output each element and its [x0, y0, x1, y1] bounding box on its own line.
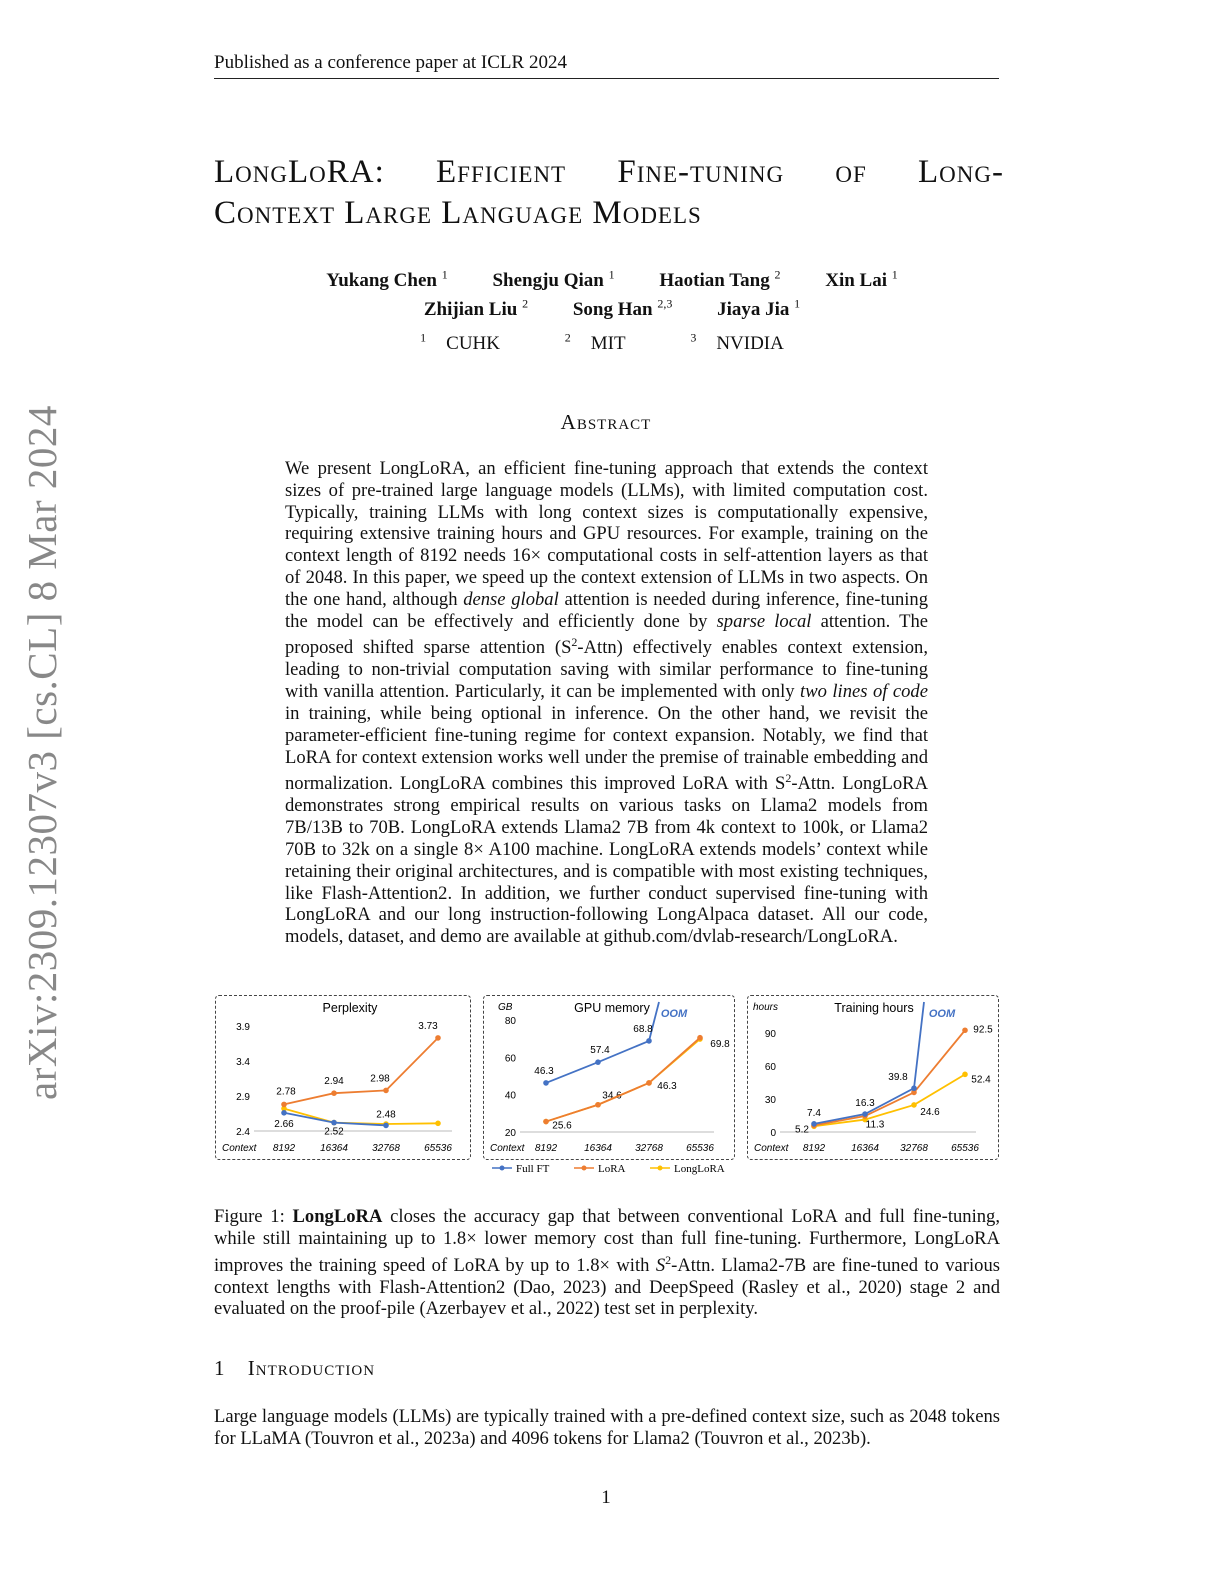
data-point	[862, 1111, 868, 1117]
chart-title: Perplexity	[322, 1001, 378, 1015]
y-tick-label: 3.9	[236, 1022, 250, 1033]
data-label: 7.4	[807, 1107, 821, 1119]
chart-legend	[490, 1160, 740, 1180]
data-point	[962, 1027, 968, 1033]
arxiv-watermark: arXiv:2309.12307v3 [cs.CL] 8 Mar 2024	[19, 405, 65, 1100]
y-tick-label: 20	[504, 1128, 516, 1139]
y-tick-label: 90	[764, 1029, 776, 1040]
author: Jiaya Jia $^1$	[717, 297, 801, 321]
section-heading	[214, 1356, 375, 1381]
data-point	[331, 1090, 337, 1096]
x-tick-label: 16364	[851, 1143, 879, 1154]
data-point	[911, 1102, 917, 1108]
data-label: 24.6	[920, 1106, 940, 1118]
legend-longlora	[650, 1163, 725, 1175]
x-tick-label: 32768	[635, 1143, 663, 1154]
x-tick-label: 65536	[424, 1143, 452, 1154]
data-label: 11.3	[865, 1119, 885, 1131]
y-tick-label: 60	[764, 1062, 776, 1073]
data-label: 2.48	[376, 1109, 396, 1121]
affiliation: $^2$ MIT	[564, 331, 626, 355]
title-line-1: LongLoRA: Efficient Fine-tuning of Long-	[214, 154, 1004, 190]
chart-title: Training hours	[834, 1001, 914, 1015]
data-point	[281, 1102, 287, 1108]
y-unit-label: hours	[753, 1002, 779, 1013]
x-tick-label: 65536	[951, 1143, 979, 1154]
x-tick-label: 32768	[372, 1143, 400, 1154]
y-tick-label: 3.4	[236, 1057, 250, 1068]
oom-label: OOM	[660, 1008, 688, 1020]
data-label: 52.4	[971, 1074, 991, 1086]
data-label: 2.98	[370, 1073, 390, 1085]
figure-caption: Figure 1: LongLoRA closes the accuracy gap that between conventional LoRA and full fine-tuning, while still maintaining up to 1.8× lower memory cost than full fine-tuning. Furthermore, LongLoRA improves the training speed of LoRA by up to 1.8× with $S^2$-Attn. Llama2-7B are fine-tuned to various context lengths with Flash-Attention2 (Dao, 2023) and DeepSpeed (Rasley et al., 2020) stage 2 and evaluated on the proof-pile (Azerbayev et al., 2022) test set in perplexity.	[214, 1206, 1000, 1320]
author: Yukang Chen $^1$	[326, 268, 448, 292]
x-tick-label: 8192	[802, 1143, 826, 1154]
y-tick-label: 40	[504, 1090, 516, 1102]
data-point	[811, 1121, 817, 1127]
training-hours-chart-svg	[748, 996, 998, 1159]
series-line-lora	[284, 1038, 438, 1105]
data-label: 57.4	[590, 1045, 610, 1057]
data-point	[646, 1080, 652, 1086]
y-tick-label: 80	[504, 1016, 516, 1027]
perplexity-chart-svg	[216, 996, 470, 1159]
gpu-memory-chart	[483, 995, 735, 1160]
data-point	[331, 1120, 337, 1126]
y-unit-label: GB	[498, 1002, 513, 1013]
abstract-text: We present LongLoRA, an efficient fine-tuning approach that extends the context sizes of pre-trained large language models (LLMs), with limited computation cost. Typically, training LLMs with long context sizes is computationally expensive, requiring extensive training hours and GPU resources. For example, training on the context length of 8192 needs 16× computational costs in self-attention layers as that of 2048. In this paper, we speed up the context extension of LLMs in two aspects. On the one hand, although dense global attention is needed during inference, fine-tuning the model can be effectively and efficiently done by sparse local attention. The proposed shifted sparse attention $(S^2-Attn)$ effectively enables context extension, leading to non-trivial computation saving with similar performance to fine-tuning with vanilla attention. Particularly, it can be implemented with only two lines of code in training, while being optional in inference. On the other hand, we revisit the parameter-efficient fine-tuning regime for context expansion. Notably, we find that LoRA for context extension works well under the premise of trainable embedding and normalization. LongLoRA combines this improved LoRA with $S^2$-Attn. LongLoRA demonstrates strong empirical results on various tasks on Llama2 models from 7B/13B to 70B. LongLoRA extends Llama2 7B from 4k context to 100k, or Llama2 70B to 32k on a single 8× A100 machine. LongLoRA extends models’ context while retaining their original architectures, and is compatible with most existing techniques, like Flash-Attention2. In addition, we further conduct supervised fine-tuning with LongLoRA and our long instruction-following LongAlpaca dataset. All our code, models, dataset, and demo are available at github.com/dvlab-research/LongLoRA.	[285, 458, 929, 948]
legend-svg	[490, 1160, 740, 1176]
data-point	[543, 1119, 549, 1125]
x-axis-title: Context	[754, 1143, 789, 1154]
data-label: 2.94	[324, 1076, 344, 1088]
data-label: 16.3	[855, 1098, 875, 1110]
author: Song Han $^{2,3}$	[572, 297, 673, 321]
x-tick-label: 32768	[900, 1143, 928, 1154]
data-label: 2.66	[274, 1118, 294, 1130]
data-point	[595, 1059, 601, 1065]
data-point	[383, 1123, 389, 1129]
x-tick-label: 16364	[584, 1143, 612, 1154]
section-number: 1	[214, 1356, 226, 1380]
data-point	[595, 1102, 601, 1108]
section-title: Introduction	[247, 1356, 376, 1380]
authors-row-1	[0, 268, 1224, 292]
abstract-heading: Abstract	[560, 410, 652, 434]
affiliation: $^1$ CUHK	[420, 331, 500, 355]
svg-text:Full FT: Full FT	[516, 1163, 550, 1175]
data-point	[911, 1085, 917, 1091]
data-point	[543, 1080, 549, 1086]
x-tick-label: 8192	[534, 1143, 558, 1154]
paper-title	[214, 152, 1004, 234]
running-header: Published as a conference paper at ICLR 2024	[214, 52, 999, 79]
x-axis-title: Context	[222, 1143, 257, 1154]
y-tick-label: 60	[504, 1053, 516, 1065]
series-line-longlora	[284, 1109, 438, 1124]
intro-paragraph: Large language models (LLMs) are typically trained with a pre-defined context size, such as 2048 tokens for LLaMA (Touvron et al., 2023a) and 4096 tokens for Llama2 (Touvron et al., 2023b).	[214, 1406, 1000, 1449]
y-tick-label: 30	[764, 1095, 776, 1106]
training-hours-chart	[747, 995, 999, 1160]
author: Shengju Qian $^1$	[492, 268, 615, 292]
data-label: 2.52	[324, 1126, 344, 1138]
data-label: 39.8	[888, 1072, 908, 1084]
data-label: 68.8	[633, 1023, 653, 1035]
perplexity-chart	[215, 995, 471, 1160]
legend-lora	[574, 1163, 626, 1175]
x-tick-label: 16364	[320, 1143, 348, 1154]
y-tick-label: 2.9	[236, 1092, 250, 1103]
x-tick-label: 65536	[686, 1143, 714, 1154]
data-label: 46.3	[534, 1065, 554, 1077]
data-label: 2.78	[276, 1086, 296, 1098]
gpu-memory-chart-svg	[484, 996, 734, 1159]
y-tick-label: 2.4	[236, 1127, 250, 1138]
series-line-lora	[546, 1038, 700, 1122]
data-label: 25.6	[552, 1120, 572, 1132]
data-point	[383, 1088, 389, 1094]
author: Xin Lai $^1$	[825, 268, 898, 292]
data-point	[697, 1035, 703, 1041]
data-point	[435, 1121, 441, 1127]
author: Zhijian Liu $^2$	[423, 297, 529, 321]
data-label: 92.5	[973, 1024, 993, 1036]
data-label: 69.8	[710, 1039, 730, 1051]
page-number: 1	[601, 1487, 611, 1508]
data-label: 3.73	[418, 1020, 438, 1032]
data-point	[281, 1110, 287, 1116]
x-tick-label: 8192	[272, 1143, 296, 1154]
author: Haotian Tang $^2$	[659, 268, 781, 292]
x-axis-title: Context	[490, 1143, 525, 1154]
svg-text:LoRA: LoRA	[598, 1163, 626, 1175]
data-label: 46.3	[657, 1080, 677, 1092]
svg-text:LongLoRA: LongLoRA	[674, 1163, 725, 1175]
affiliation: $^3$ NVIDIA	[690, 331, 784, 355]
data-label: 34.6	[602, 1090, 622, 1102]
chart-title: GPU memory	[574, 1001, 650, 1015]
authors-row-2	[0, 297, 1224, 321]
data-point	[646, 1038, 652, 1044]
legend-full-ft	[492, 1163, 550, 1175]
title-line-2: Context Large Language Models	[214, 195, 702, 231]
oom-label: OOM	[928, 1008, 956, 1020]
affiliations	[0, 331, 1224, 355]
y-tick-label: 0	[770, 1128, 776, 1139]
data-label: 5.2	[795, 1124, 809, 1136]
data-point	[962, 1072, 968, 1078]
data-point	[435, 1035, 441, 1041]
